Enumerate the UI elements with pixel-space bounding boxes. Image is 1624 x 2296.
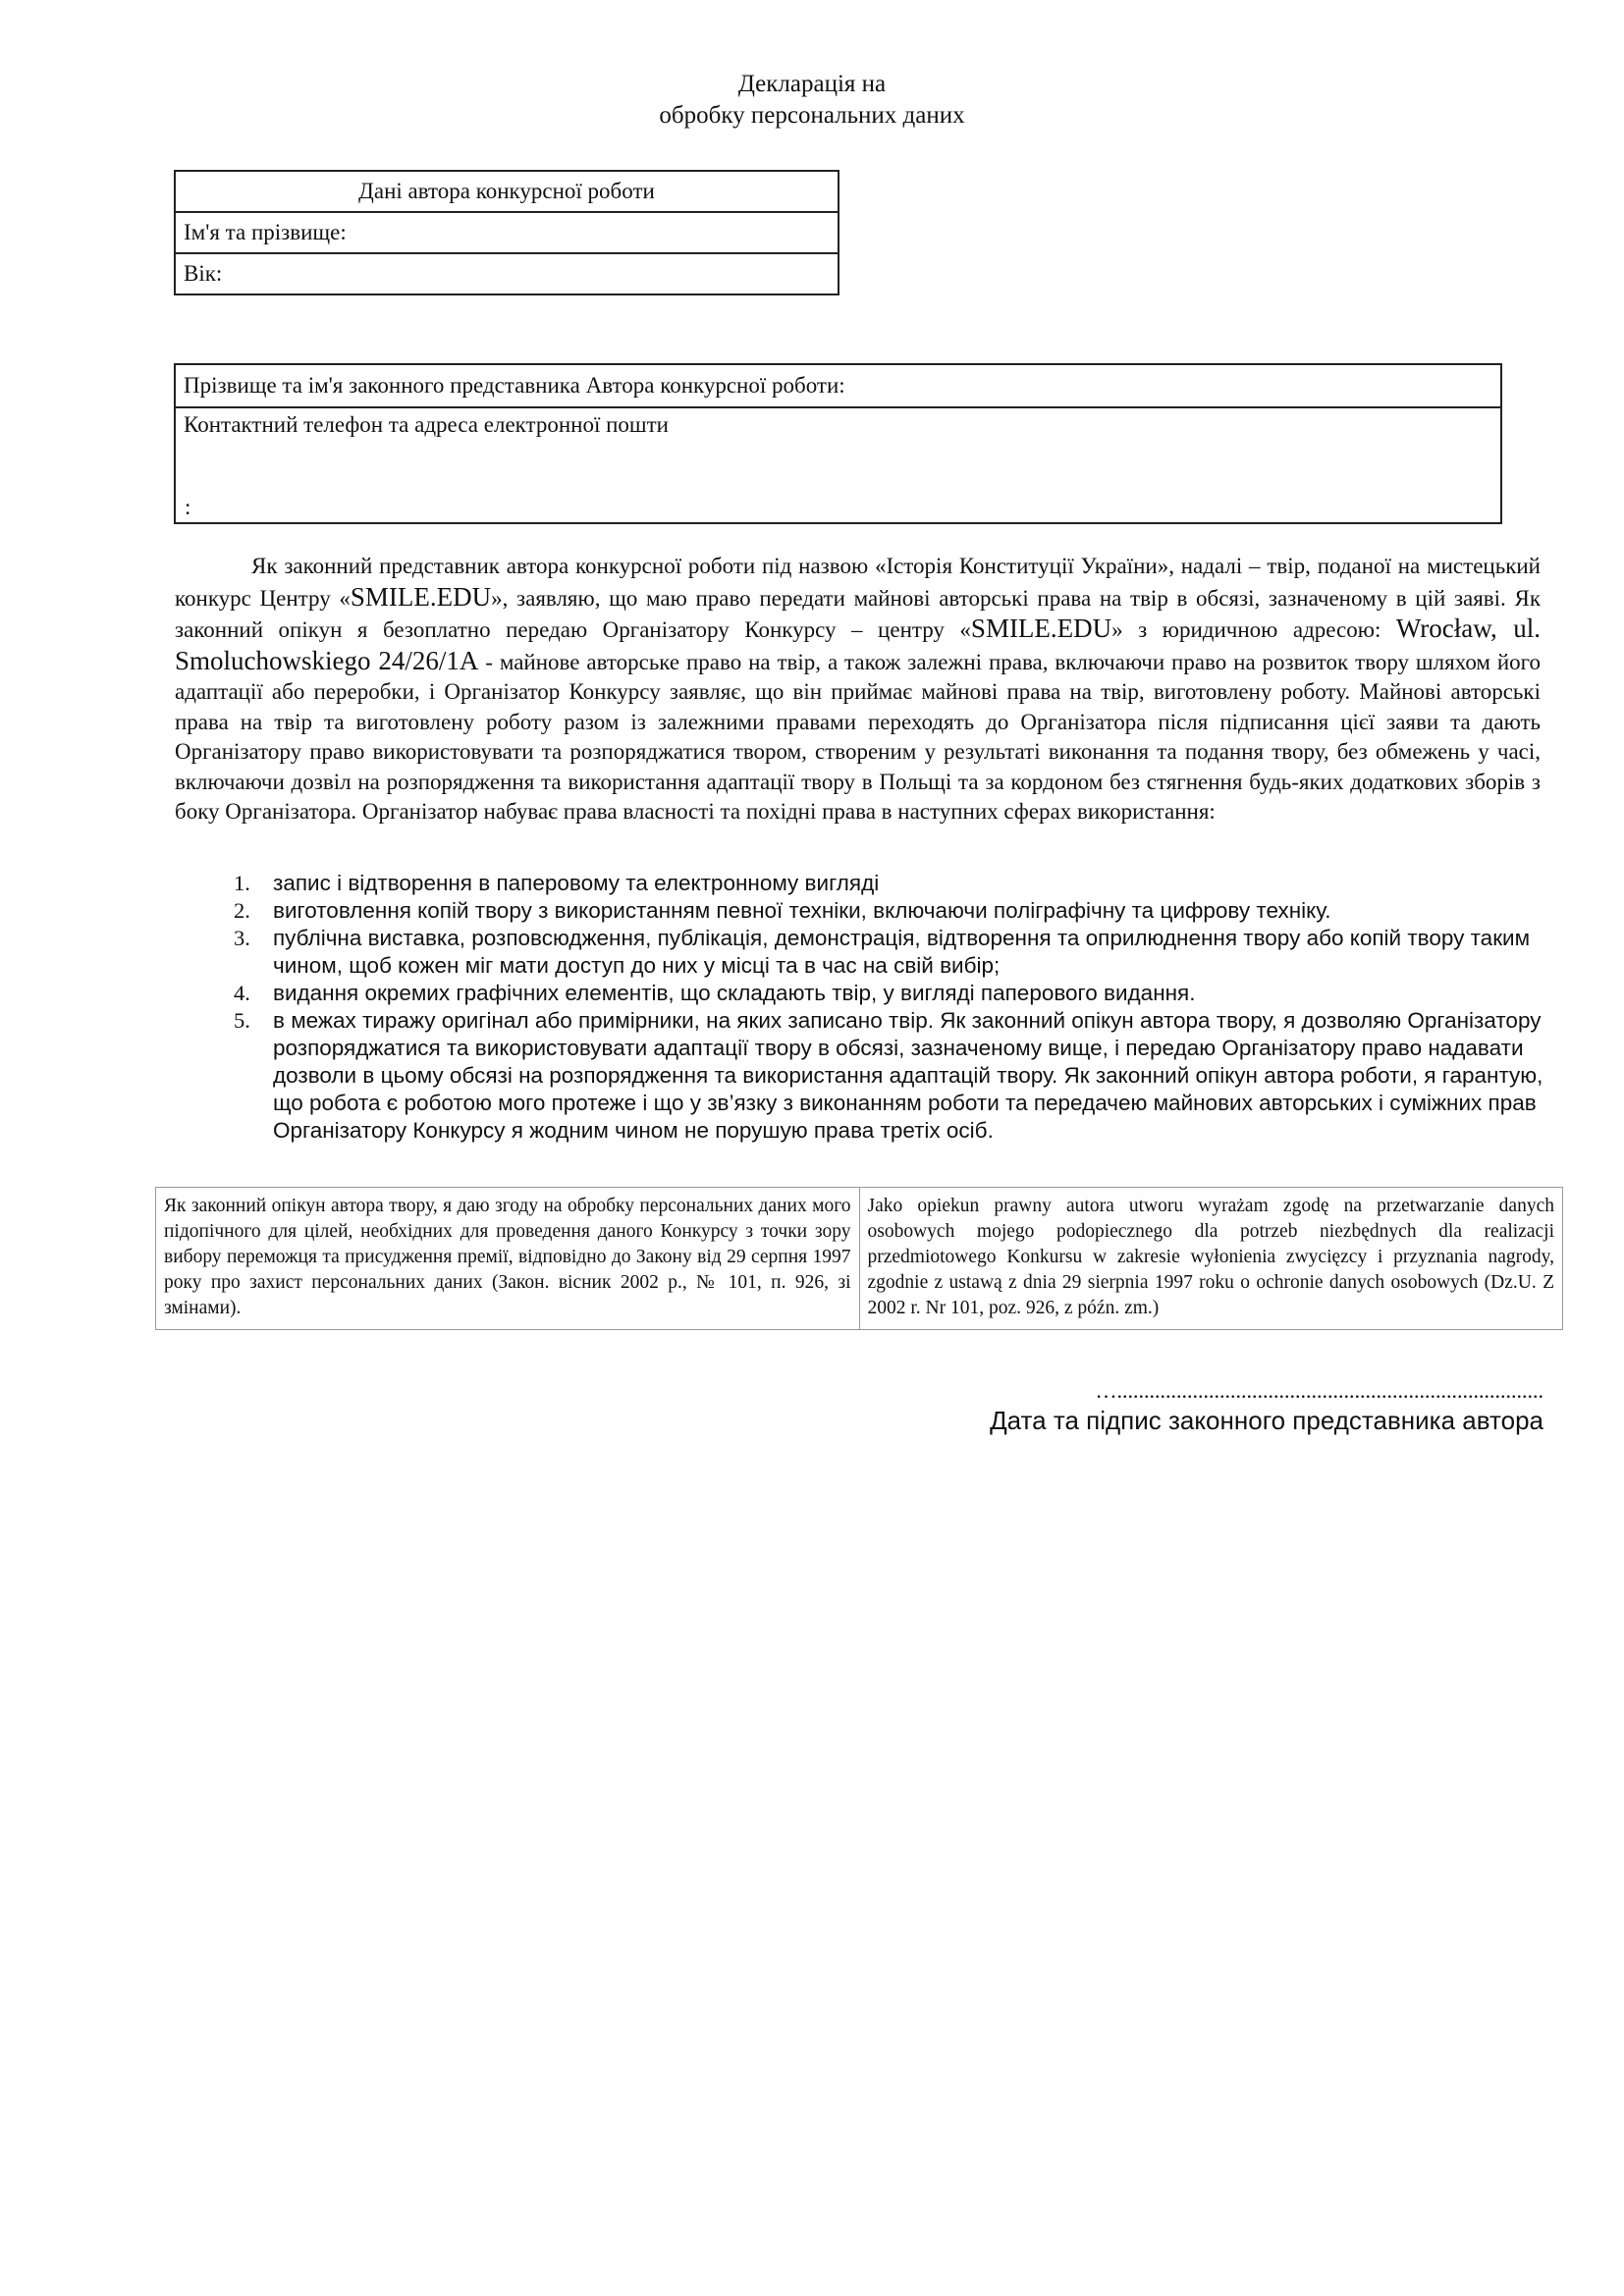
list-item-text: в межах тиражу оригінал або примірники, на яких записано твір. Як законний опікун автора твору, я дозволяю Організатору розпоряджатися та використовувати адаптації твору в обсязі, зазначеному вище, і передаю Організатору право надавати дозволи в цьому обсязі на розпорядження та використання адаптацій твору. Як законний опікун автора роботи, я гарантую, що робота є роботою мого протеже і що у зв’язку з виконанням роботи та передачею майнових авторських і суміжних прав Організатору Конкурсу я жодним чином не порушую права третіх осіб. [273, 1008, 1543, 1143]
author-age-field[interactable]: Вік: [175, 253, 839, 294]
declaration-part-1: Як законний представник автора конкурсної роботи під назвою «Історія Конституції України», надалі – твір, поданої на мистецький конкурс Центру « [175, 554, 1541, 611]
representative-name-field[interactable]: Прізвище та ім'я законного представника Автора конкурсної роботи: [175, 364, 1501, 407]
declaration-text [175, 552, 1541, 828]
list-item [175, 897, 1549, 925]
contact-colon: : [185, 495, 191, 519]
declaration-part-2: », заявляю, що маю право передати майнові авторські права на твір в обсязі, зазначеному в цій заяві. Як законний опікун я безоплатно передаю Організатору Конкурсу – центру « [175, 585, 1541, 642]
list-number: 4. [234, 981, 250, 1005]
organizer-address: Wrocław, ul. Smoluchowskiego 24/26/1A [175, 614, 1541, 675]
list-item [175, 925, 1549, 980]
contact-field[interactable] [175, 407, 1501, 523]
list-number: 1. [234, 871, 250, 895]
list-item [175, 870, 1549, 897]
title-line-2: обробку персональних даних [659, 102, 965, 129]
list-item [175, 980, 1549, 1007]
list-item-text: публічна виставка, розповсюдження, публікація, демонстрація, відтворення та оприлюднення твору або копій твору таким чином, щоб кожен міг мати доступ до них у місці та в час на свій вибір; [273, 926, 1531, 978]
author-table-header: Дані автора конкурсної роботи [175, 171, 839, 212]
author-name-field[interactable]: Ім'я та прізвище: [175, 212, 839, 253]
center-name-2: SMILE.EDU [970, 614, 1112, 643]
declaration-part-4: - майнове авторське право на твір, а також залежні права, включаючи право на розвиток твору шляхом його адаптації або переробки, і Організатор Конкурсу заявляє, що він приймає майнові права на твір, виготовлену роботу. Майнові авторські права на твір та виготовлену роботу разом із залежними правами переходять до Організатора після підписання цієї заяви та дають Організатору право використовувати та розпоряджатися твором, створеним у результаті виконання та подання твору, без обмежень у часі, включаючи дозвіл на розпорядження та використання адаптації твору в Польщі та за кордоном без стягнення будь-яких додаткових зборів з боку Організатора. Організатор набуває права власності та похідні права в наступних сферах використання: [175, 649, 1541, 824]
center-name: SMILE.EDU [350, 581, 492, 612]
signature-line[interactable]: …............................................................................... [1095, 1378, 1543, 1403]
list-number: 5. [234, 1008, 250, 1033]
consent-polish: Jako opiekun prawny autora utworu wyrażam zgodę na przetwarzanie danych osobowych mojego podopiecznego dla potrzeb niezbędnych dla realizacji przedmiotowego Konkursu w zakresie wyłonienia zwycięzcy i przyznania nagrody, zgodnie z ustawą z dnia 29 sierpnia 1997 roku o ochronie danych osobowych (Dz.U. Z 2002 r. Nr 101, poz. 926, z późn. zm.) [859, 1188, 1563, 1330]
signature-label: Дата та підпис законного представника автора [990, 1406, 1543, 1435]
author-data-table [174, 170, 839, 295]
list-item-text: видання окремих графічних елементів, що складають твір, у вигляді паперового видання. [273, 981, 1196, 1005]
document-title [0, 69, 1624, 132]
consent-table [155, 1187, 1563, 1330]
list-number: 2. [234, 898, 250, 923]
list-number: 3. [234, 926, 250, 950]
title-line-1: Декларація на [737, 71, 887, 97]
usage-list [175, 870, 1549, 1145]
declaration-paragraph [175, 552, 1541, 828]
contact-label: Контактний телефон та адреса електронної пошти [184, 412, 669, 437]
consent-ukrainian: Як законний опікун автора твору, я даю згоду на обробку персональних даних мого підопічного для цілей, необхідних для проведення даного Конкурсу з точки зору вибору переможця та присудження премії, відповідно до Закону від 29 серпня 1997 року про захист персональних даних (Закон. вісник 2002 р., № 101, п. 926, зі змінами). [156, 1188, 860, 1330]
declaration-part-3: » з юридичною адресою: [1111, 617, 1396, 642]
list-item-text: виготовлення копій твору з використанням певної техніки, включаючи поліграфічну та цифрову техніку. [273, 898, 1331, 923]
list-item-text: запис і відтворення в паперовому та електронному вигляді [273, 871, 880, 895]
representative-table [174, 363, 1502, 524]
list-item [175, 1007, 1549, 1145]
